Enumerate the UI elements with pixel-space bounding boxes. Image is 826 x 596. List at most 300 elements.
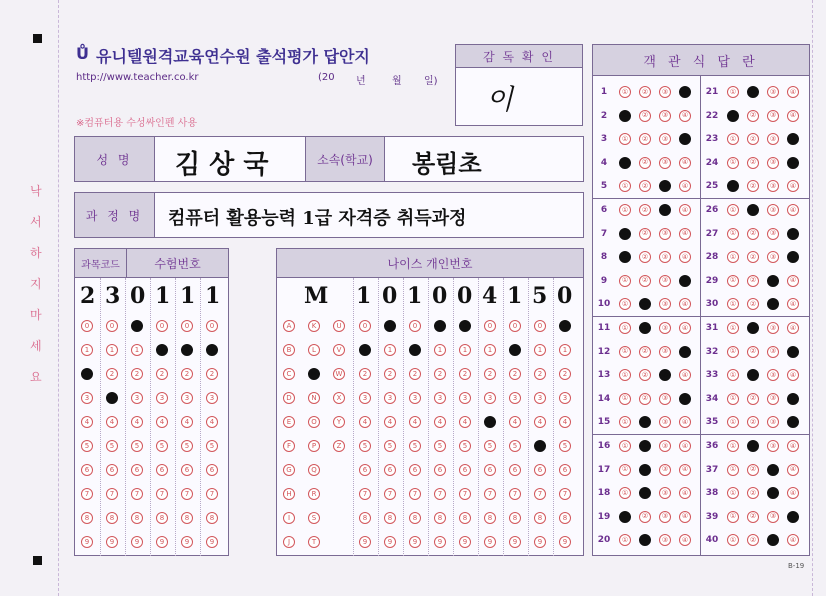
answer-bubble: ③ [659, 110, 671, 122]
digit-bubble: 8 [359, 512, 371, 524]
side-char: 요 [30, 370, 42, 384]
digit-bubble: 0 [181, 320, 193, 332]
digit-bubble: 7 [509, 488, 521, 500]
digit-bubble: 9 [206, 536, 218, 548]
digit-bubble: 7 [534, 488, 546, 500]
digit-bubble: 5 [509, 440, 521, 452]
answer-group-divider [592, 316, 810, 317]
supervisor-label: 감 독 확 인 [455, 44, 583, 68]
answer-bubble: ② [639, 511, 651, 523]
answer-bubble: ④ [679, 228, 691, 240]
answer-bubble: ② [747, 228, 759, 240]
answer-bubble: ① [619, 346, 631, 358]
digit-bubble: 2 [509, 368, 521, 380]
digit-bubble: 0 [206, 320, 218, 332]
digit-bubble: 7 [131, 488, 143, 500]
answer-bubble: ② [747, 369, 759, 381]
handwritten-char: 0 [432, 283, 448, 309]
letter-bubble: Y [333, 416, 345, 428]
exam-number-label: 수험번호 [126, 248, 229, 278]
site-url: http://www.teacher.co.kr [76, 72, 199, 83]
answer-bubble: ② [747, 180, 759, 192]
answer-bubble: ④ [787, 464, 799, 476]
digit-bubble: 8 [81, 512, 93, 524]
letter-bubble: G [283, 464, 295, 476]
answer-bubble: ③ [659, 416, 671, 428]
digit-bubble: 4 [359, 416, 371, 428]
answer-bubble: ④ [787, 275, 799, 287]
digit-bubble: 0 [384, 320, 396, 332]
digit-bubble: 1 [434, 344, 446, 356]
answer-bubble: ④ [679, 346, 691, 358]
answer-bubble: ③ [659, 346, 671, 358]
side-char: 마 [30, 308, 42, 322]
question-number: 11 [597, 323, 611, 333]
column-divider [403, 278, 404, 556]
column-divider [100, 278, 101, 556]
answer-bubble: ② [639, 534, 651, 546]
digit-bubble: 3 [484, 392, 496, 404]
digit-bubble: 7 [484, 488, 496, 500]
digit-bubble: 1 [459, 344, 471, 356]
answer-bubble: ③ [659, 133, 671, 145]
answer-bubble: ③ [767, 275, 779, 287]
answer-bubble: ① [727, 322, 739, 334]
answer-bubble: ③ [767, 464, 779, 476]
digit-bubble: 5 [484, 440, 496, 452]
answer-bubble: ① [619, 487, 631, 499]
column-divider [175, 278, 176, 556]
digit-bubble: 4 [131, 416, 143, 428]
digit-bubble: 5 [106, 440, 118, 452]
question-number: 33 [705, 370, 719, 381]
digit-bubble: 8 [409, 512, 421, 524]
question-number: 8 [600, 252, 608, 263]
question-number: 3 [600, 134, 608, 145]
answer-bubble: ③ [767, 416, 779, 428]
answer-bubble: ② [639, 369, 651, 381]
digit-bubble: 6 [359, 464, 371, 476]
answer-bubble: ③ [767, 110, 779, 122]
letter-bubble: I [283, 512, 295, 524]
letter-bubble: B [283, 344, 295, 356]
column-divider [528, 278, 529, 556]
digit-bubble: 2 [81, 368, 93, 380]
answer-bubble: ③ [659, 251, 671, 263]
answer-bubble: ① [727, 180, 739, 192]
supervisor-signature: 이 [486, 83, 514, 116]
answer-bubble: ③ [659, 534, 671, 546]
letter-bubble: M [308, 368, 320, 380]
digit-bubble: 9 [384, 536, 396, 548]
digit-bubble: 7 [106, 488, 118, 500]
answer-bubble: ① [727, 440, 739, 452]
answer-bubble: ① [727, 369, 739, 381]
digit-bubble: 4 [459, 416, 471, 428]
digit-bubble: 3 [131, 392, 143, 404]
date-month: 월 [392, 76, 402, 87]
question-number: 1 [600, 87, 608, 97]
answer-bubble: ① [619, 251, 631, 263]
digit-bubble: 2 [206, 368, 218, 380]
answer-bubble: ① [619, 369, 631, 381]
digit-bubble: 6 [459, 464, 471, 476]
digit-bubble: 4 [434, 416, 446, 428]
letter-bubble: R [308, 488, 320, 500]
letter-bubble: H [283, 488, 295, 500]
answer-bubble: ④ [787, 251, 799, 263]
answer-bubble: ② [747, 86, 759, 98]
handwritten-char: 4 [482, 283, 498, 309]
affiliation-label: 소속(학교) [305, 137, 385, 181]
answer-bubble: ② [747, 204, 759, 216]
answer-bubble: ③ [659, 298, 671, 310]
handwritten-char: 0 [457, 283, 473, 309]
column-divider [503, 278, 504, 556]
digit-bubble: 7 [359, 488, 371, 500]
course-value: 컴퓨터 활용능력 1급 자격증 취득과정 [168, 208, 467, 229]
digit-bubble: 9 [81, 536, 93, 548]
answer-bubble: ④ [787, 204, 799, 216]
digit-bubble: 3 [384, 392, 396, 404]
date-day: 일) [424, 76, 438, 87]
letter-bubble: V [333, 344, 345, 356]
answer-bubble: ① [727, 487, 739, 499]
side-char: 지 [30, 277, 42, 291]
answer-bubble: ② [747, 298, 759, 310]
answer-bubble: ① [727, 393, 739, 405]
timing-mark-bottom [33, 556, 42, 565]
answer-bubble: ① [619, 298, 631, 310]
answer-bubble: ④ [787, 133, 799, 145]
perforation-line [58, 0, 59, 596]
handwritten-char: 1 [507, 283, 523, 309]
question-number: 5 [600, 181, 608, 192]
digit-bubble: 3 [181, 392, 193, 404]
question-number: 34 [705, 393, 719, 404]
digit-bubble: 4 [106, 416, 118, 428]
answer-bubble: ③ [767, 157, 779, 169]
question-number: 15 [597, 417, 611, 428]
digit-bubble: 3 [206, 392, 218, 404]
digit-bubble: 0 [434, 320, 446, 332]
answer-bubble: ② [747, 346, 759, 358]
pen-note: ※컴퓨터용 수성싸인펜 사용 [76, 118, 197, 129]
digit-bubble: 1 [384, 344, 396, 356]
answer-bubble: ① [619, 416, 631, 428]
handwritten-digit: 1 [205, 283, 221, 309]
answer-bubble: ③ [659, 369, 671, 381]
answer-bubble: ④ [679, 251, 691, 263]
digit-bubble: 4 [384, 416, 396, 428]
digit-bubble: 1 [181, 344, 193, 356]
answer-bubble: ② [639, 275, 651, 287]
digit-bubble: 1 [156, 344, 168, 356]
digit-bubble: 9 [409, 536, 421, 548]
answer-bubble: ② [747, 275, 759, 287]
question-number: 6 [600, 205, 608, 215]
letter-bubble: E [283, 416, 295, 428]
digit-bubble: 2 [484, 368, 496, 380]
question-number: 32 [705, 346, 719, 357]
answer-bubble: ③ [659, 322, 671, 334]
course-code-label: 과목코드 [74, 248, 127, 278]
answer-bubble: ④ [787, 298, 799, 310]
column-divider [428, 278, 429, 556]
answer-bubble: ② [639, 86, 651, 98]
digit-bubble: 6 [384, 464, 396, 476]
digit-bubble: 9 [359, 536, 371, 548]
answer-bubble: ① [619, 464, 631, 476]
digit-bubble: 8 [559, 512, 571, 524]
digit-bubble: 3 [559, 392, 571, 404]
question-number: 19 [597, 511, 611, 522]
digit-bubble: 5 [206, 440, 218, 452]
answer-bubble: ① [727, 416, 739, 428]
digit-bubble: 1 [484, 344, 496, 356]
answer-bubble: ③ [767, 228, 779, 240]
question-number: 13 [597, 370, 611, 381]
answer-bubble: ① [727, 464, 739, 476]
answer-bubble: ② [747, 416, 759, 428]
digit-bubble: 6 [81, 464, 93, 476]
digit-bubble: 0 [156, 320, 168, 332]
question-number: 10 [597, 299, 611, 310]
digit-bubble: 8 [384, 512, 396, 524]
digit-bubble: 0 [106, 320, 118, 332]
handwritten-char: 0 [382, 283, 398, 309]
handwritten-digit: 3 [105, 283, 121, 309]
side-char: 하 [30, 246, 42, 260]
answer-group-divider [592, 434, 810, 435]
letter-bubble: K [308, 320, 320, 332]
digit-bubble: 8 [106, 512, 118, 524]
digit-bubble: 1 [559, 344, 571, 356]
digit-bubble: 6 [206, 464, 218, 476]
side-char: 세 [30, 339, 42, 353]
question-number: 40 [705, 535, 719, 546]
answer-bubble: ③ [767, 534, 779, 546]
digit-bubble: 5 [156, 440, 168, 452]
answer-bubble: ③ [767, 133, 779, 145]
answer-bubble: ② [639, 322, 651, 334]
question-number: 30 [705, 299, 719, 310]
question-number: 16 [597, 441, 611, 451]
letter-bubble: C [283, 368, 295, 380]
digit-bubble: 7 [434, 488, 446, 500]
digit-bubble: 6 [534, 464, 546, 476]
digit-bubble: 2 [156, 368, 168, 380]
digit-bubble: 6 [484, 464, 496, 476]
digit-bubble: 6 [106, 464, 118, 476]
answer-bubble: ③ [767, 393, 779, 405]
digit-bubble: 9 [434, 536, 446, 548]
letter-bubble: P [308, 440, 320, 452]
letter-bubble: L [308, 344, 320, 356]
answer-bubble: ④ [787, 440, 799, 452]
digit-bubble: 9 [156, 536, 168, 548]
digit-bubble: 3 [156, 392, 168, 404]
column-divider [453, 278, 454, 556]
answer-bubble: ③ [767, 511, 779, 523]
question-number: 39 [705, 511, 719, 522]
column-divider [478, 278, 479, 556]
answer-bubble: ③ [767, 487, 779, 499]
answer-bubble: ③ [767, 440, 779, 452]
answer-bubble: ④ [787, 228, 799, 240]
handwritten-digit: 2 [80, 283, 96, 309]
answer-bubble: ③ [767, 86, 779, 98]
handwritten-digit: 1 [155, 283, 171, 309]
answer-bubble: ④ [679, 393, 691, 405]
digit-bubble: 5 [384, 440, 396, 452]
answer-bubble: ④ [679, 487, 691, 499]
answer-bubble: ④ [679, 204, 691, 216]
answer-bubble: ④ [679, 534, 691, 546]
answer-bubble: ③ [659, 464, 671, 476]
answer-bubble: ② [639, 416, 651, 428]
letter-bubble: W [333, 368, 345, 380]
letter-bubble: S [308, 512, 320, 524]
question-number: 20 [597, 535, 611, 546]
question-number: 25 [705, 181, 719, 192]
digit-bubble: 8 [534, 512, 546, 524]
answer-bubble: ④ [787, 180, 799, 192]
timing-mark-top [33, 34, 42, 43]
digit-bubble: 6 [434, 464, 446, 476]
question-number: 22 [705, 110, 719, 121]
digit-bubble: 9 [534, 536, 546, 548]
answer-bubble: ③ [767, 204, 779, 216]
digit-bubble: 7 [459, 488, 471, 500]
letter-bubble: X [333, 392, 345, 404]
answer-bubble: ② [639, 180, 651, 192]
date-open: (20 [318, 72, 335, 83]
question-number: 31 [705, 323, 719, 333]
letter-bubble: N [308, 392, 320, 404]
answer-bubble: ④ [787, 369, 799, 381]
answer-bubble: ① [727, 86, 739, 98]
question-number: 35 [705, 417, 719, 428]
question-number: 12 [597, 346, 611, 357]
digit-bubble: 2 [359, 368, 371, 380]
digit-bubble: 5 [359, 440, 371, 452]
digit-bubble: 0 [484, 320, 496, 332]
question-number: 18 [597, 488, 611, 499]
digit-bubble: 2 [131, 368, 143, 380]
digit-bubble: 0 [409, 320, 421, 332]
answer-bubble: ① [727, 110, 739, 122]
answer-bubble: ③ [659, 86, 671, 98]
digit-bubble: 5 [181, 440, 193, 452]
answers-title: 객 관 식 답 란 [592, 44, 810, 76]
answer-bubble: ② [747, 322, 759, 334]
column-divider [125, 278, 126, 556]
digit-bubble: 8 [509, 512, 521, 524]
digit-bubble: 3 [459, 392, 471, 404]
answer-bubble: ① [619, 180, 631, 192]
answer-bubble: ① [619, 204, 631, 216]
answer-bubble: ④ [679, 511, 691, 523]
answer-bubble: ① [727, 346, 739, 358]
answer-bubble: ② [639, 464, 651, 476]
answer-bubble: ② [747, 440, 759, 452]
answer-bubble: ① [619, 440, 631, 452]
digit-bubble: 9 [106, 536, 118, 548]
digit-bubble: 0 [509, 320, 521, 332]
digit-bubble: 2 [409, 368, 421, 380]
digit-bubble: 8 [181, 512, 193, 524]
digit-bubble: 7 [156, 488, 168, 500]
digit-bubble: 4 [156, 416, 168, 428]
answer-bubble: ① [727, 157, 739, 169]
answer-bubble: ② [639, 157, 651, 169]
digit-bubble: 8 [156, 512, 168, 524]
answer-bubble: ② [747, 251, 759, 263]
question-number: 21 [705, 87, 719, 97]
answer-bubble: ③ [767, 298, 779, 310]
answer-group-divider [592, 198, 810, 199]
perforation-line-right [812, 0, 813, 596]
answer-bubble: ① [619, 86, 631, 98]
letter-bubble: Q [308, 464, 320, 476]
side-char: 서 [30, 215, 42, 229]
digit-bubble: 2 [459, 368, 471, 380]
handwritten-digit: 0 [130, 283, 146, 309]
answer-bubble: ① [727, 298, 739, 310]
digit-bubble: 8 [434, 512, 446, 524]
digit-bubble: 9 [131, 536, 143, 548]
answer-bubble: ① [727, 511, 739, 523]
answer-bubble: ② [747, 133, 759, 145]
digit-bubble: 3 [106, 392, 118, 404]
answer-bubble: ② [639, 487, 651, 499]
column-divider [378, 278, 379, 556]
answer-bubble: ④ [679, 157, 691, 169]
digit-bubble: 5 [131, 440, 143, 452]
answer-bubble: ② [747, 464, 759, 476]
letter-bubble: T [308, 536, 320, 548]
handwritten-char: 5 [532, 283, 548, 309]
question-number: 38 [705, 488, 719, 499]
digit-bubble: 3 [359, 392, 371, 404]
digit-bubble: 7 [206, 488, 218, 500]
name-label: 성 명 [75, 137, 155, 181]
handwritten-char: 0 [557, 283, 573, 309]
date-year: 년 [356, 76, 366, 87]
digit-bubble: 9 [509, 536, 521, 548]
answer-bubble: ① [619, 228, 631, 240]
digit-bubble: 0 [559, 320, 571, 332]
answer-bubble: ① [619, 133, 631, 145]
answer-bubble: ① [619, 322, 631, 334]
question-number: 28 [705, 252, 719, 263]
answer-bubble: ④ [787, 110, 799, 122]
sheet-title: 유니텔원격교육연수원 출석평가 답안지 [96, 47, 370, 66]
answer-bubble: ④ [679, 464, 691, 476]
question-number: 37 [705, 464, 719, 475]
answer-bubble: ② [747, 393, 759, 405]
question-number: 2 [600, 110, 608, 121]
question-number: 7 [600, 228, 608, 239]
answer-bubble: ④ [679, 180, 691, 192]
digit-bubble: 1 [206, 344, 218, 356]
answer-bubble: ② [747, 487, 759, 499]
digit-bubble: 6 [509, 464, 521, 476]
column-divider [553, 278, 554, 556]
digit-bubble: 1 [81, 344, 93, 356]
digit-bubble: 9 [484, 536, 496, 548]
